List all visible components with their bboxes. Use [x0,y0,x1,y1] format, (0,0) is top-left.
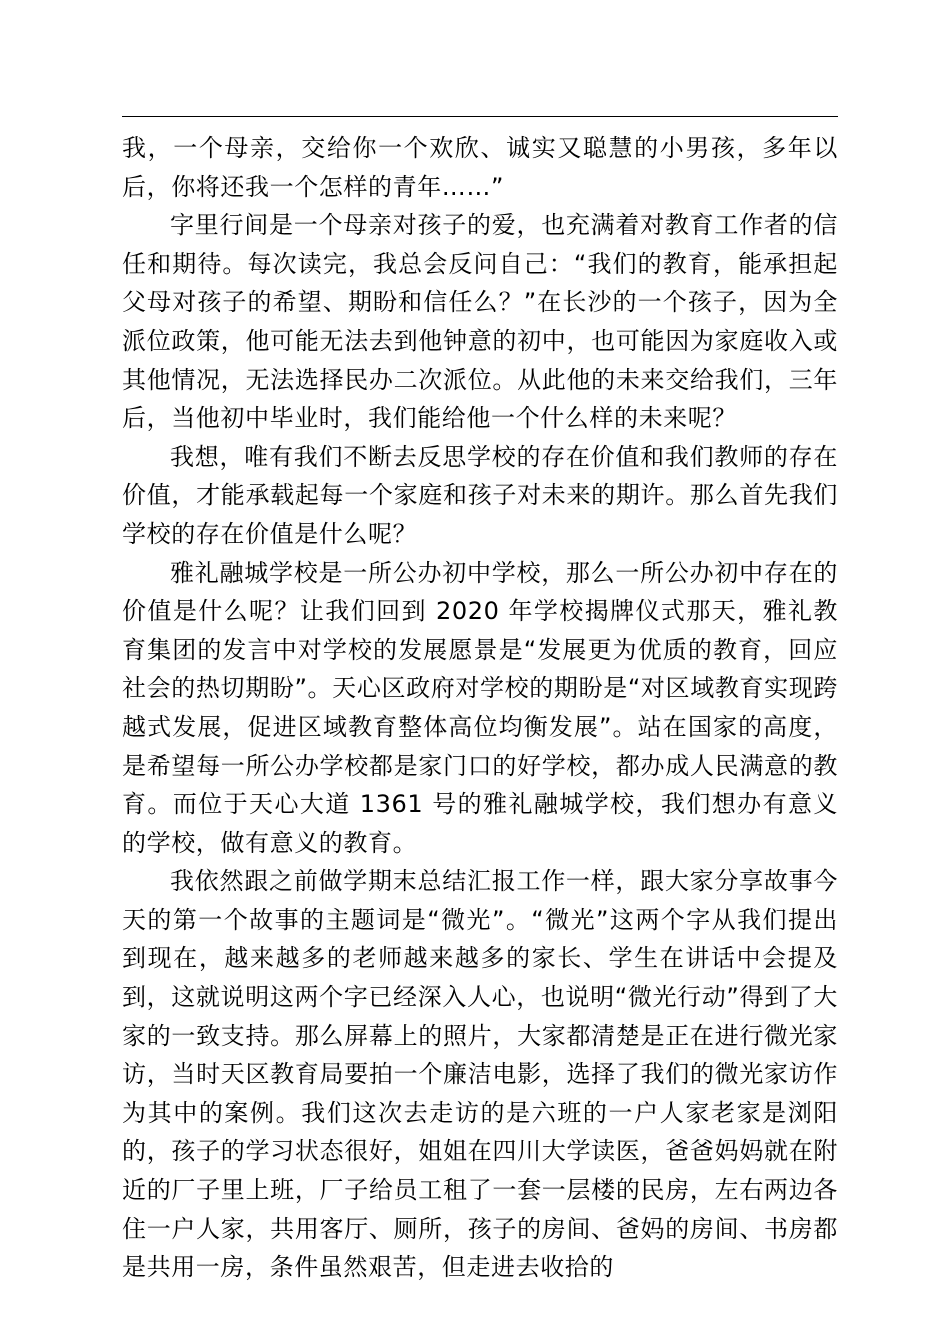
paragraph: 字里行间是一个母亲对孩子的爱，也充满着对教育工作者的信任和期待。每次读完，我总会反问自己：“我们的教育，能承担起父母对孩子的希望、期盼和信任么？”在长沙的一个孩子，因为全派位政策，他可能无法去到他钟意的初中，也可能因为家庭收入或其他情况，无法选择民办二次派位。从此他的未来交给我们，三年后，当他初中毕业时，我们能给他一个什么样的未来呢？ [122,211,838,433]
paragraph: 我想，唯有我们不断去反思学校的存在价值和我们教师的存在价值，才能承载起每一个家庭和孩子对未来的期许。那么首先我们学校的存在价值是什么呢？ [122,442,838,548]
header-rule [122,116,838,117]
document-body [122,129,838,1287]
paragraph: 我，一个母亲，交给你一个欢欣、诚实又聪慧的小男孩，多年以后，你将还我一个怎样的青年……” [122,134,838,201]
paragraph: 我依然跟之前做学期末总结汇报工作一样，跟大家分享故事今天的第一个故事的主题词是“微光”。“微光”这两个字从我们提出到现在，越来越多的老师越来越多的家长、学生在讲话中会提及到，这就说明这两个字已经深入人心，也说明“微光行动”得到了大家的一致支持。那么屏幕上的照片，大家都清楚是正在进行微光家访，当时天区教育局要拍一个廉洁电影，选择了我们的微光家访作为其中的案例。我们这次去走访的是六班的一户人家老家是浏阳的，孩子的学习状态很好，姐姐在四川大学读医，爸爸妈妈就在附近的厂子里上班，厂子给员工租了一套一层楼的民房，左右两边各住一户人家，共用客厅、厕所，孩子的房间、爸妈的房间、书房都是共用一房，条件虽然艰苦，但走进去收拾的 [122,867,838,1282]
paragraph: 雅礼融城学校是一所公办初中学校，那么一所公办初中存在的价值是什么呢？让我们回到 2020 年学校揭牌仪式那天，雅礼教育集团的发言中对学校的发展愿景是“发展更为优质的教育，回应社会的热切期盼”。天心区政府对学校的期盼是“对区域教育实现跨越式发展，促进区域教育整体高位均衡发展”。站在国家的高度，是希望每一所公办学校都是家门口的好学校，都办成人民满意的教育。而位于天心大道 1361 号的雅礼融城学校，我们想办有意义的学校，做有意义的教育。 [122,558,838,857]
